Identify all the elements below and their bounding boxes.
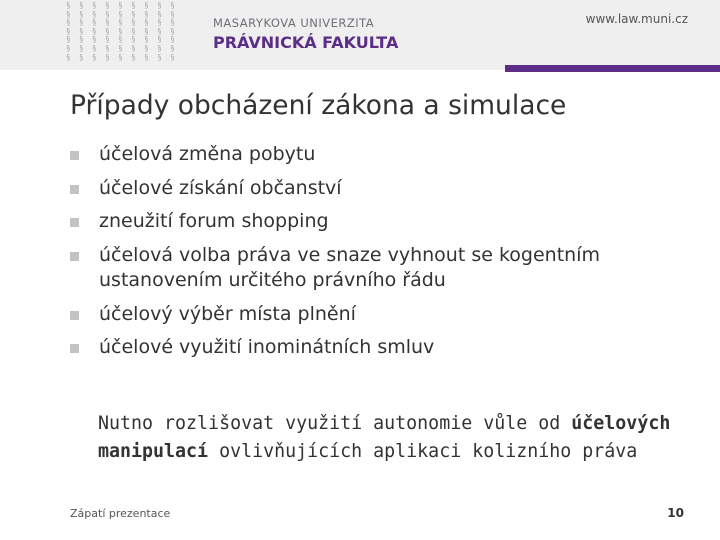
square-bullet-icon: [70, 218, 79, 227]
bullet-text: účelové využití inominátních smluv: [99, 336, 435, 358]
note-text-end: ovlivňujících aplikaci kolizního práva: [208, 441, 638, 462]
square-bullet-icon: [70, 344, 79, 353]
bullet-text: účelová volba práva ve snaze vyhnout se kogentním ustanovením určitého právního řádu: [99, 243, 600, 291]
page-number: 10: [667, 506, 684, 520]
bullet-item: [70, 176, 690, 202]
bullet-item: [70, 335, 690, 361]
bullet-item: [70, 302, 690, 328]
bullet-text: účelové získání občanství: [99, 176, 342, 199]
university-logo-pattern: § § § § § § § § § § § § § § § § § § § § § § § § § § § § § § § § § § § § § § § § § § § § § § § § § § § § § § § § § § § § § § §: [66, 2, 177, 62]
square-bullet-icon: [70, 185, 79, 194]
square-bullet-icon: [70, 151, 79, 160]
bullet-text: účelová změna pobytu: [99, 143, 316, 165]
square-bullet-icon: [70, 252, 79, 261]
note-text: Nutno rozlišovat využití autonomie vůle od: [98, 413, 572, 434]
square-bullet-icon: [70, 311, 79, 320]
accent-bar: [505, 65, 720, 72]
bullet-text: účelový výběr místa plnění: [99, 302, 356, 325]
bullet-item: [70, 209, 690, 235]
bullet-item: [70, 243, 690, 294]
note-emphasis: účelových manipulací: [98, 413, 671, 462]
faculty-name: PRÁVNICKÁ FAKULTA: [213, 33, 399, 52]
footer-text: Zápatí prezentace: [70, 507, 171, 520]
slide-title: Případy obcházení zákona a simulace: [70, 90, 567, 121]
university-name: MASARYKOVA UNIVERZITA: [213, 16, 375, 30]
conclusion-note: [98, 410, 698, 466]
header-band: [0, 0, 720, 70]
bullet-list: [70, 142, 690, 369]
bullet-item: [70, 142, 690, 168]
bullet-text: zneužití forum shopping: [99, 210, 329, 232]
website-url[interactable]: www.law.muni.cz: [585, 12, 688, 26]
